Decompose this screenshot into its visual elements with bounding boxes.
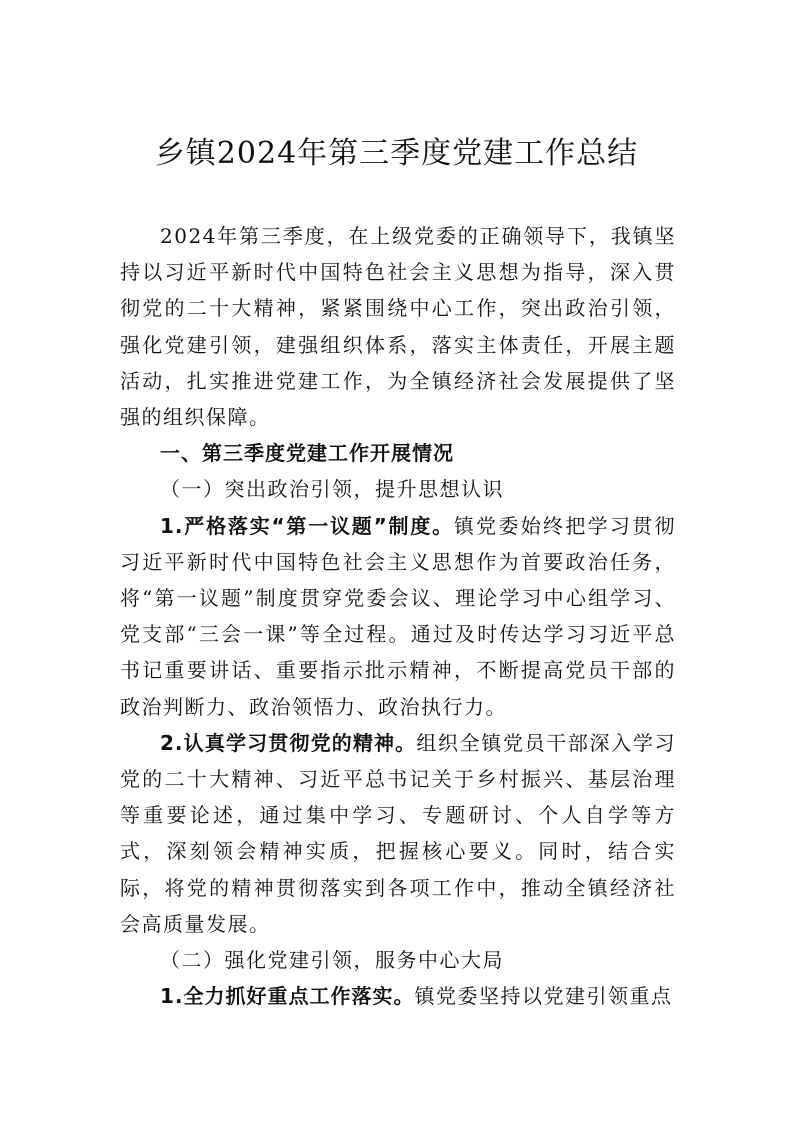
intro-paragraph: 2024年第三季度，在上级党委的正确领导下，我镇坚持以习近平新时代中国特色社会主义思想为指导，深入贯彻党的二十大精神，紧紧围绕中心工作，突出政治引领，强化党建引领，建强组织体系，落实主体责任，开展主题活动，扎实推进党建工作，为全镇经济社会发展提供了坚强的组织保障。: [120, 224, 676, 430]
document-body: [120, 218, 676, 1014]
item-text-3: 镇党委坚持以党建引领重点: [414, 984, 673, 1009]
item-text-1: 镇党委始终把学习贯彻习近平新时代中国特色社会主义思想作为首要政治任务，将“第一议题”制度贯穿党委会议、理论学习中心组学习、党支部“三会一课”等全过程。通过及时传达学习习近平总书记重要讲话、重要指示批示精神，不断提高党员干部的政治判断力、政治领悟力、政治执行力。: [120, 513, 676, 719]
item-paragraph-1: [120, 508, 676, 725]
item-lead-3: 1.全力抓好重点工作落实。: [160, 984, 415, 1009]
section-heading: 一、第三季度党建工作开展情况: [160, 441, 454, 466]
item-paragraph-2: [120, 725, 676, 942]
item-lead-1: 1.严格落实“第一议题”制度。: [160, 513, 454, 538]
document-title: 乡镇2024年第三季度党建工作总结: [154, 136, 639, 171]
subsection-heading-1: （一）突出政治引领，提升思想认识: [160, 477, 504, 502]
item-text-2: 组织全镇党员干部深入学习党的二十大精神、习近平总书记关于乡村振兴、基层治理等重要论述，通过集中学习、专题研讨、个人自学等方式，深刻领会精神实质，把握核心要义。同时，结合实际，将党的精神贯彻落实到各项工作中，推动全镇经济社会高质量发展。: [120, 730, 677, 936]
subsection-heading-2: （二）强化党建引领，服务中心大局: [160, 948, 504, 973]
item-paragraph-3: [120, 978, 676, 1014]
item-lead-2: 2.认真学习贯彻党的精神。: [160, 730, 417, 755]
